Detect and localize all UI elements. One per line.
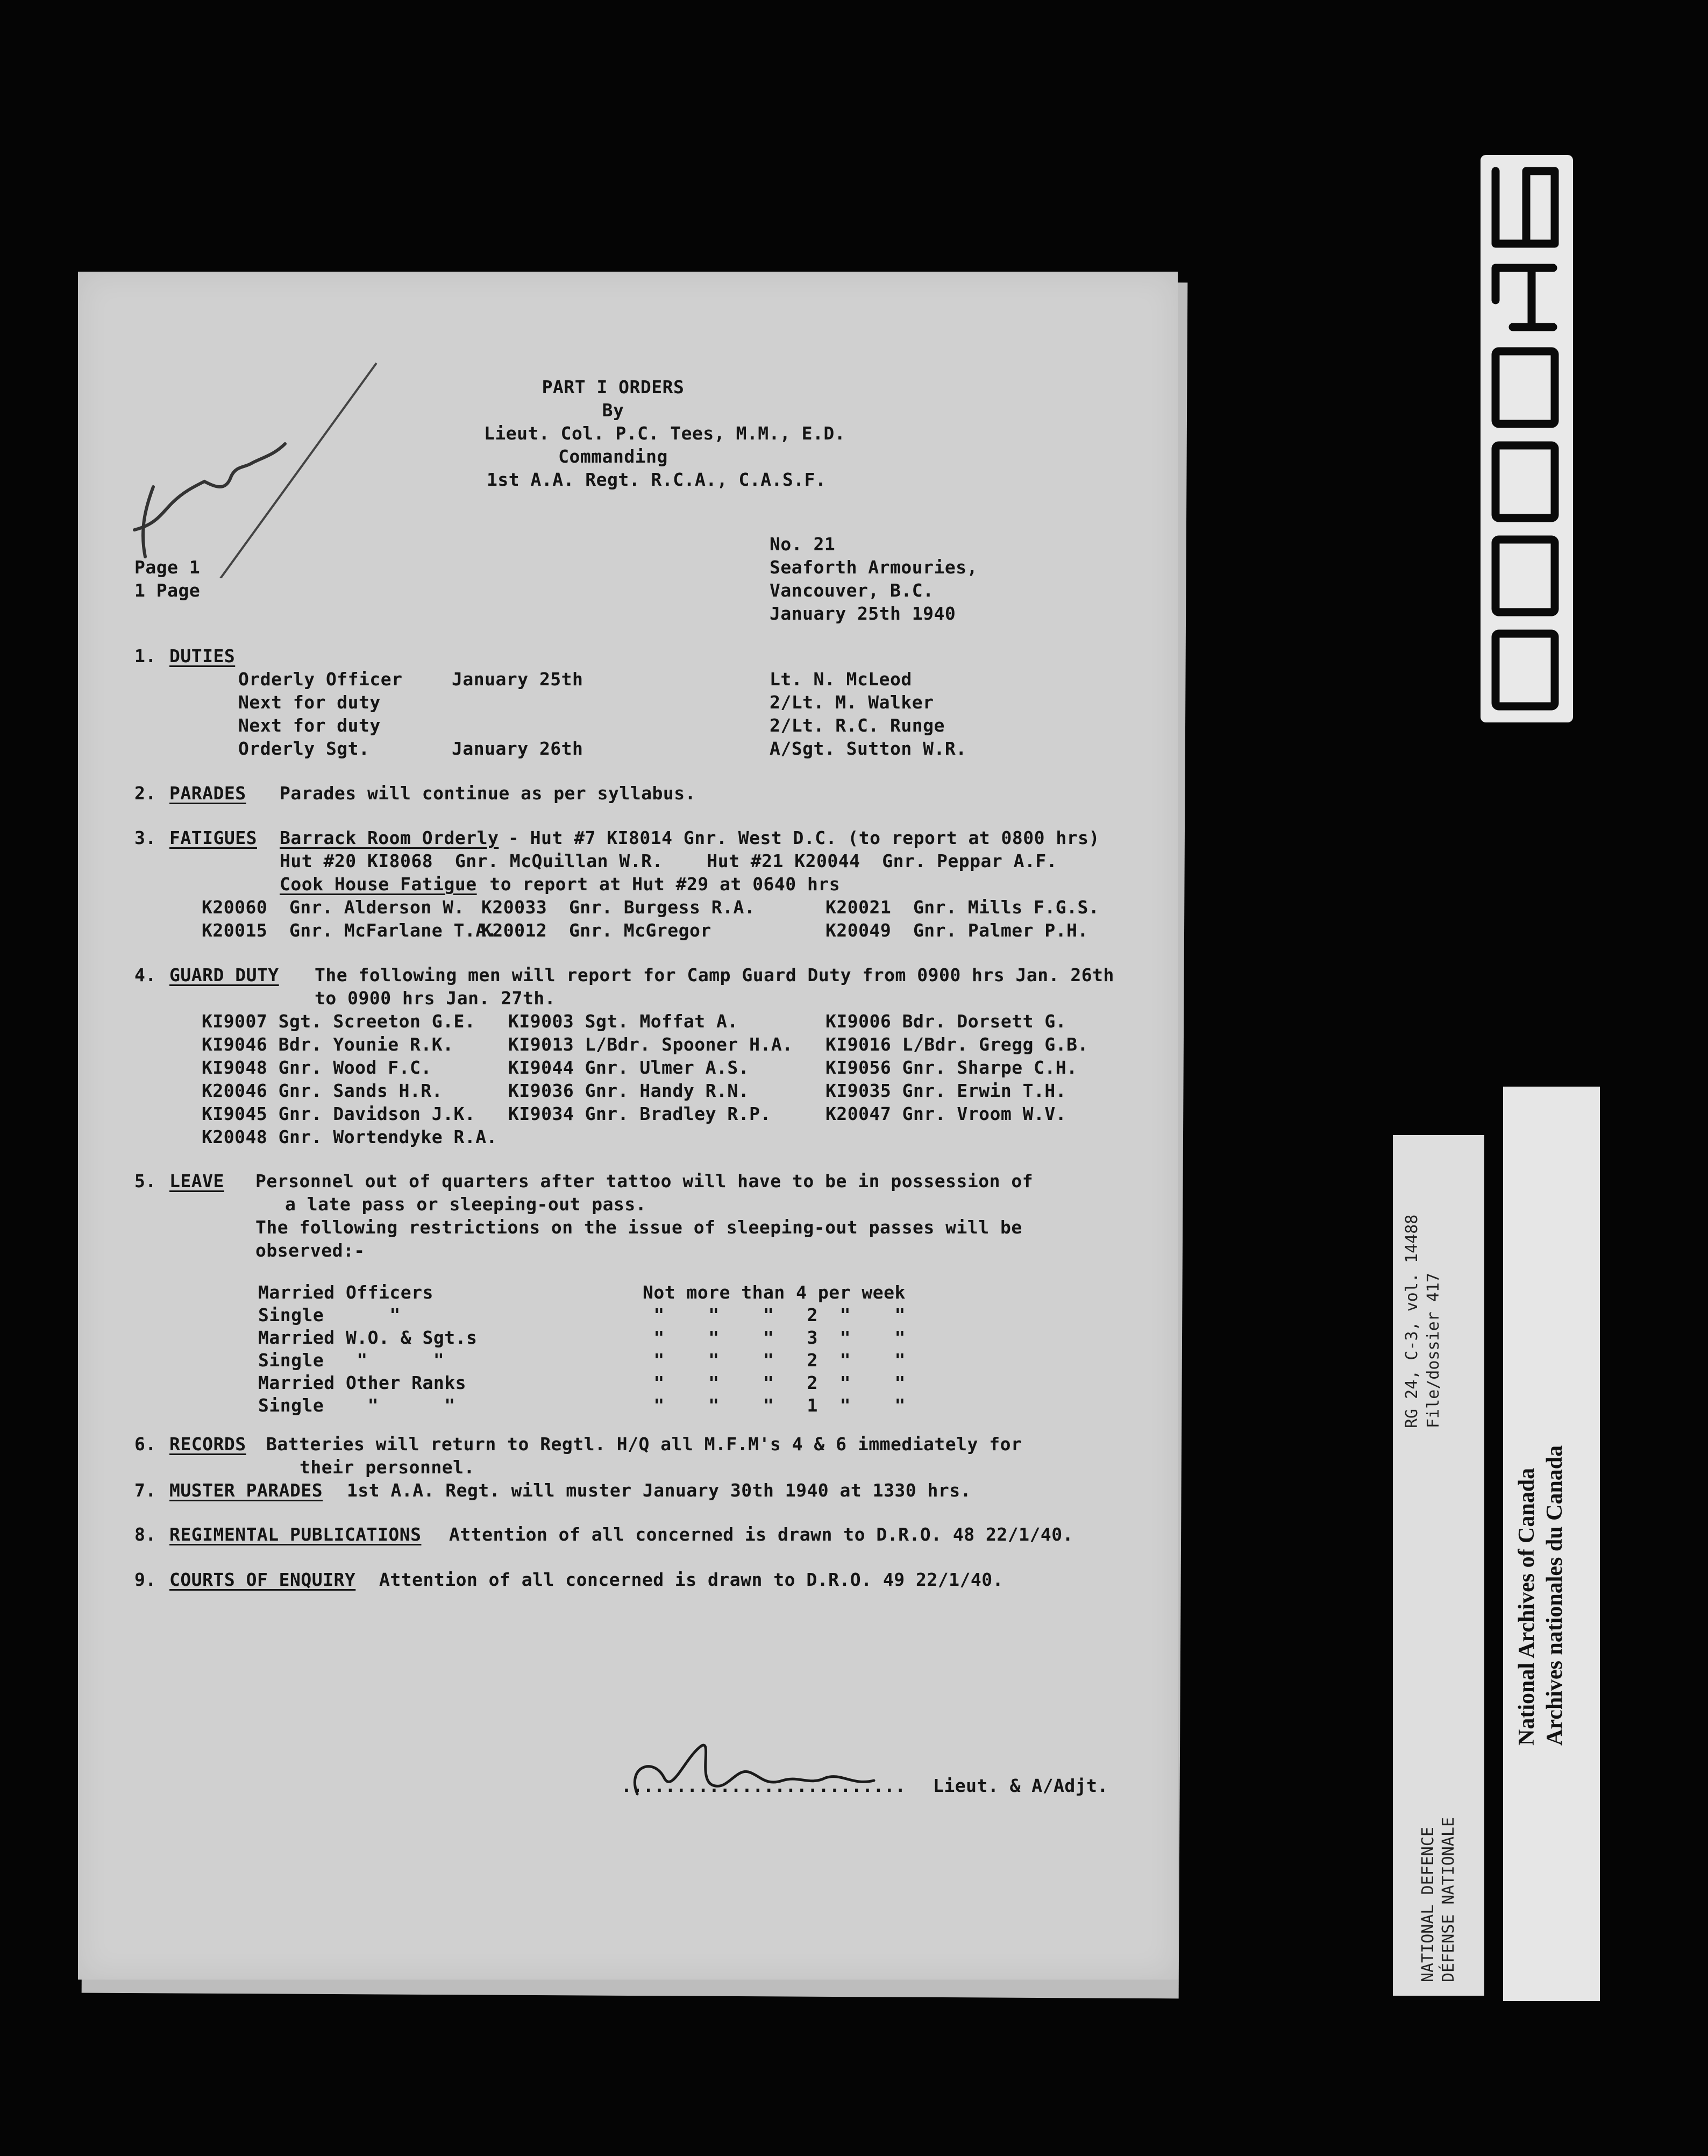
roster-entry: KI9046 Bdr. Younie R.K.	[202, 1034, 454, 1055]
enquiry-text: Attention of all concerned is drawn to D.R.O. 49 22/1/40.	[379, 1569, 1004, 1590]
section-number: 3.	[134, 827, 156, 848]
fatigue-subheading: Barrack Room Orderly	[280, 827, 499, 848]
muster-text: 1st A.A. Regt. will muster January 30th 1940 at 1330 hrs.	[347, 1480, 971, 1501]
roster-entry: KI9007 Sgt. Screeton G.E.	[202, 1011, 476, 1032]
leave-category: Married W.O. & Sgt.s	[258, 1327, 478, 1348]
leave-heading: LEAVE	[169, 1171, 224, 1192]
roster-entry: KI9045 Gnr. Davidson J.K.	[202, 1103, 476, 1124]
enquiry-heading: COURTS OF ENQUIRY	[169, 1569, 356, 1590]
roster-entry: K20048 Gnr. Wortendyke R.A.	[202, 1126, 497, 1147]
leave-limit: " " " 3 " "	[643, 1327, 906, 1348]
order-location: Seaforth Armouries,	[770, 557, 978, 578]
archive-ref-volume: RG 24, C-3, vol. 14488	[1403, 1214, 1421, 1428]
leave-limit: " " " 1 " "	[643, 1395, 906, 1416]
order-title: PART I ORDERS	[542, 377, 685, 398]
duty-name: A/Sgt. Sutton W.R.	[770, 738, 967, 759]
handwritten-note	[124, 352, 393, 578]
leave-category: Single " "	[258, 1395, 456, 1416]
page-number: Page 1	[134, 557, 201, 578]
leave-limit: " " " 2 " "	[643, 1350, 906, 1371]
roster-entry: KI9036 Gnr. Handy R.N.	[508, 1080, 750, 1101]
roster-entry: K20047 Gnr. Vroom W.V.	[825, 1103, 1067, 1124]
duty-role: Orderly Sgt.	[238, 738, 370, 759]
section-number: 1.	[134, 646, 156, 666]
leave-limit: " " " 2 " "	[643, 1372, 906, 1393]
duty-role: Orderly Officer	[238, 669, 403, 690]
duty-role: Next for duty	[238, 715, 381, 736]
leave-category: Single " "	[258, 1350, 445, 1371]
duties-heading: DUTIES	[169, 646, 236, 666]
frame-number-stamp	[1481, 155, 1573, 722]
leave-category: Married Other Ranks	[258, 1372, 466, 1393]
duty-name: 2/Lt. M. Walker	[770, 692, 934, 713]
roster-entry: K20021 Gnr. Mills F.G.S.	[825, 897, 1100, 918]
guard-heading: GUARD DUTY	[169, 964, 279, 985]
records-heading: RECORDS	[169, 1434, 246, 1455]
frame-number-graphic	[1481, 155, 1573, 722]
leave-text: observed:-	[255, 1240, 365, 1261]
department-fr: DÉFENSE NATIONALE	[1439, 1817, 1458, 1982]
commanding-officer: Lieut. Col. P.C. Tees, M.M., E.D.	[484, 423, 846, 444]
duty-name: Lt. N. McLeod	[770, 669, 912, 690]
leave-category: Single "	[258, 1304, 401, 1325]
roster-entry: KI9006 Bdr. Dorsett G.	[825, 1011, 1067, 1032]
section-number: 2.	[134, 783, 156, 804]
roster-entry: KI9013 L/Bdr. Spooner H.A.	[508, 1034, 793, 1055]
section-number: 9.	[134, 1569, 156, 1590]
section-number: 6.	[134, 1434, 156, 1455]
fatigue-line: to report at Hut #29 at 0640 hrs	[479, 874, 841, 895]
roster-entry: KI9016 L/Bdr. Gregg G.B.	[825, 1034, 1088, 1055]
parades-text: Parades will continue as per syllabus.	[280, 783, 696, 804]
roster-entry: KI9044 Gnr. Ulmer A.S.	[508, 1057, 750, 1078]
fatigue-line: Hut #20 KI8068 Gnr. McQuillan W.R. Hut #21 K20044 Gnr. Peppar A.F.	[280, 850, 1058, 871]
signature-dots: ..........................	[621, 1775, 906, 1796]
section-number: 5.	[134, 1171, 156, 1192]
roster-entry: KI9048 Gnr. Wood F.C.	[202, 1057, 432, 1078]
fatigues-heading: FATIGUES	[169, 827, 257, 848]
unit-name: 1st A.A. Regt. R.C.A., C.A.S.F.	[487, 469, 827, 490]
roster-entry: KI9056 Gnr. Sharpe C.H.	[825, 1057, 1078, 1078]
publications-text: Attention of all concerned is drawn to D.R.O. 48 22/1/40.	[449, 1524, 1073, 1545]
order-date: January 25th 1940	[770, 603, 956, 624]
section-number: 4.	[134, 964, 156, 985]
archive-reference-label	[1393, 1135, 1484, 1996]
publications-heading: REGIMENTAL PUBLICATIONS	[169, 1524, 422, 1545]
leave-category: Married Officers	[258, 1282, 433, 1303]
leave-limit: " " " 2 " "	[643, 1304, 906, 1325]
leave-text: The following restrictions on the issue of sleeping-out passes will be	[255, 1217, 1022, 1238]
section-number: 8.	[134, 1524, 156, 1545]
roster-entry: K20049 Gnr. Palmer P.H.	[825, 920, 1088, 941]
guard-text: The following men will report for Camp Guard Duty from 0900 hrs Jan. 26th	[315, 964, 1114, 985]
leave-limit: Not more than 4 per week	[643, 1282, 906, 1303]
section-number: 7.	[134, 1480, 156, 1501]
commanding-label: Commanding	[558, 446, 668, 467]
fatigue-line: - Hut #7 KI8014 Gnr. West D.C. (to report at 0800 hrs)	[508, 827, 1100, 848]
archive-name-fr: Archives nationales du Canada	[1542, 1445, 1567, 1746]
duty-date: January 25th	[452, 669, 583, 690]
parades-heading: PARADES	[169, 783, 246, 804]
duty-name: 2/Lt. R.C. Runge	[770, 715, 945, 736]
national-archives-label	[1503, 1087, 1600, 2001]
duty-role: Next for duty	[238, 692, 381, 713]
order-number: No. 21	[770, 534, 836, 555]
roster-entry: K20046 Gnr. Sands H.R.	[202, 1080, 443, 1101]
guard-text: to 0900 hrs Jan. 27th.	[315, 988, 556, 1009]
department-en: NATIONAL DEFENCE	[1419, 1827, 1437, 1982]
roster-entry: K20012 Gnr. McGregor	[481, 920, 711, 941]
records-text: their personnel.	[300, 1457, 475, 1478]
page-count: 1 Page	[134, 580, 201, 601]
muster-heading: MUSTER PARADES	[169, 1480, 323, 1501]
order-by: By	[602, 400, 624, 421]
archive-ref-file: File/dossier 417	[1424, 1273, 1443, 1428]
leave-text: Personnel out of quarters after tattoo will have to be in possession of	[255, 1171, 1034, 1192]
records-text: Batteries will return to Regtl. H/Q all M.F.M's 4 & 6 immediately for	[266, 1434, 1022, 1455]
roster-entry: K20033 Gnr. Burgess R.A.	[481, 897, 756, 918]
leave-text: a late pass or sleeping-out pass.	[285, 1194, 647, 1215]
duty-date: January 26th	[452, 738, 583, 759]
roster-entry: K20060 Gnr. Alderson W.	[202, 897, 465, 918]
order-city: Vancouver, B.C.	[770, 580, 934, 601]
fatigue-subheading: Cook House Fatigue	[280, 874, 477, 895]
roster-entry: KI9035 Gnr. Erwin T.H.	[825, 1080, 1067, 1101]
signature-title: Lieut. & A/Adjt.	[933, 1775, 1108, 1796]
order-document	[78, 272, 1178, 1980]
roster-entry: K20015 Gnr. McFarlane T.A.	[202, 920, 497, 941]
roster-entry: KI9003 Sgt. Moffat A.	[508, 1011, 738, 1032]
roster-entry: KI9034 Gnr. Bradley R.P.	[508, 1103, 771, 1124]
archive-name-en: National Archives of Canada	[1514, 1467, 1539, 1746]
